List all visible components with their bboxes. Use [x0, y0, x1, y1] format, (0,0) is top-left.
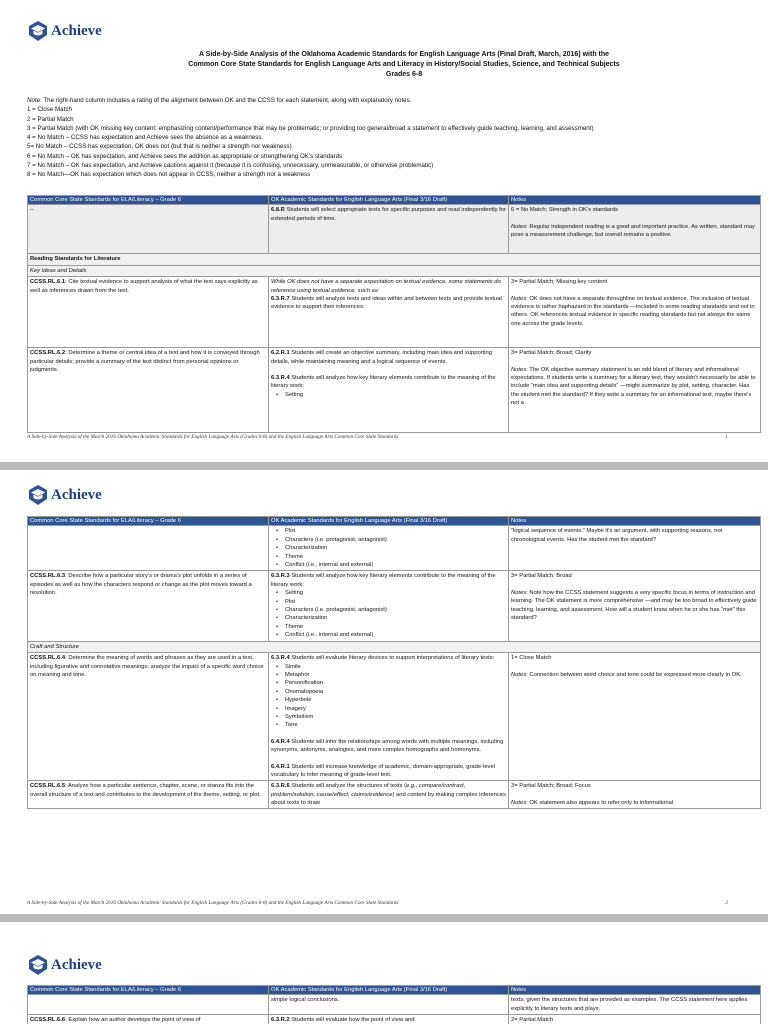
logo-wordmark: Achieve: [51, 22, 102, 39]
graduation-cap-icon: [27, 484, 49, 506]
ok-cell: 6.3.R.4 Students will evaluate literary devices to support interpretations of literary texts: • Simile • Metaphor • Personification • Onomatopoeia • Hyperbole • Imagery • Symbolism • Tone 6.4.R.4 Students will infer the relationships among words with multiple meanings, including synonyms, antonyms, analogies, and more complex homographs and homonyms. 6.4.R.1 Students will increase knowledge of academic, domain-appropriate, grade-level vocabulary to infer meaning of grade-level text.: [269, 653, 509, 781]
list-item: • Onomatopoeia: [285, 688, 506, 696]
table-row: [28, 781, 761, 809]
page-1: [0, 0, 768, 462]
document-title: [100, 50, 708, 80]
list-item: • Theme: [285, 553, 506, 561]
subsection-heading: Craft and Structure: [28, 641, 761, 652]
rating-notes: [27, 96, 762, 180]
table-header: [28, 517, 761, 526]
page-number: 1: [725, 434, 728, 440]
rating: 3= Partial Match; Broad; Focus: [511, 783, 591, 790]
section-row: [28, 254, 761, 265]
ok-cell: 6.8.R Students will select appropriate texts for specific purposes and read independently for extended periods of time.: [269, 205, 509, 254]
graduation-cap-icon: [27, 954, 49, 976]
achieve-logo: [27, 484, 102, 506]
notes-cell: 3= Partial Match; Broad Notes: Note how the CCSS statement suggests a very specific focus in terms of instruction and learning. The OK statement is more comprehensive —and may be too broad to effectively guide teaching, learning, and assessment. How will a student know when he or she has “met” this standard?: [509, 571, 761, 641]
logo-wordmark: Achieve: [51, 486, 102, 503]
rating-line: 3 = Partial Match (with OK missing key content; emphasizing content/performance that may be problematic; or providing too general/broad a statement to effectively guide teaching, learning, and assessment): [27, 124, 594, 132]
ccss-cell: CCSS.RL.6.6: Explain how an author develops the point of view of: [28, 1015, 269, 1024]
ccss-cell: [28, 995, 269, 1015]
list-item: • Simile: [285, 663, 506, 671]
list-item: • Metaphor: [285, 671, 506, 679]
rating-line: 2 = Partial Match: [27, 115, 74, 123]
list-item: • Characterization: [285, 614, 506, 622]
logo-wordmark: Achieve: [51, 956, 102, 973]
table-row: [28, 1015, 761, 1024]
list-item: • Plot: [285, 527, 506, 535]
ccss-cell: CCSS.RL.6.3: Describe how a particular story’s or drama’s plot unfolds in a series of episodes as well as how the characters respond or change as the plot moves toward a resolution.: [28, 571, 269, 641]
title-line-2: Common Core State Standards for English Language Arts and Literacy in History/Social Studies, Science, and Technical Subjects: [188, 61, 620, 68]
page-footer: A Side-by-Side Analysis of the March 2016 Oklahoma Academic Standards for English Language Arts (Grades 6-8) and the English Language Arts Common Core State Standards 2: [27, 900, 728, 906]
table-row: [28, 571, 761, 641]
literary-elements-list: [271, 391, 506, 399]
rating-line: 7 = No Match – OK has expectation, and Achieve cautions against it (because it is confusing, unnecessary, unmeasurable, or otherwise problematic): [27, 162, 434, 170]
ccss-cell: [28, 526, 269, 571]
list-item: • Plot: [285, 598, 506, 606]
ok-cell: While OK does not have a separate expectation on textual evidence, some statements do reference using textual evidence, such as: 6.3.R.7 Students will analyze texts and ideas within and between texts and provide textual evidence to support their inferences.: [269, 277, 509, 348]
list-item: • Setting: [285, 391, 506, 399]
list-item: • Tone: [285, 721, 506, 729]
note-intro: Note: The right-hand column includes a rating of the alignment between OK and the CCSS for each statement, along with explanatory notes.: [27, 97, 412, 104]
page-footer: A Side-by-Side Analysis of the March 2016 Oklahoma Academic Standards for English Language Arts (Grades 6-8) and the English Language Arts Common Core State Standards 1: [27, 434, 728, 440]
subsection-row: [28, 641, 761, 652]
list-item: • Imagery: [285, 705, 506, 713]
subsection-heading: Key Ideas and Details: [28, 265, 761, 276]
rating-line: 4 = No Match – CCSS has expectation and Achieve sees the absence as a weakness.: [27, 134, 264, 142]
header-ok: OK Academic Standards for English Language Arts (Final 3/16 Draft): [269, 196, 509, 205]
comparison-table: [27, 985, 761, 1024]
ccss-cell: CCSS.RL.6.4: Determine the meaning of words and phrases as they are used in a text, including figurative and connotative meanings; analyze the impact of a specific word choice on meaning and tone.: [28, 653, 269, 781]
notes-cell: 3= Partial Match; Broad; Clarity Notes: The OK objective summary statement is an odd blend of literary and informational expectations. If students write a summary for a literary text, they wouldn’t necessarily be able to include “main idea and supporting details” —might summarize by plot, setting, character. Has the student met the standard? If they write a summary for an informational text, maybe there’s not a: [509, 348, 761, 433]
ccss-cell: CCSS.RL.6.1: Cite textual evidence to support analysis of what the text says explicitly as well as inferences drawn from the text.: [28, 277, 269, 348]
rating-line: 5= No Match – CCSS has expectation, OK does not (but that is neither a strength nor weakness): [27, 143, 292, 151]
table-row: [28, 277, 761, 348]
literary-devices-list: [271, 663, 506, 730]
ok-cell: [269, 526, 509, 571]
ok-cell: 6.2.R.1 Students will create an objective summary, including main idea and supporting details, while maintaining meaning and a logical sequence of events. 6.3.R.4 Students will analyze how key literary elements contribute to the meaning of the literary work: • Setting: [269, 348, 509, 433]
notes-cell: 3= Partial Match; Broad; Focus Notes: OK statement also appears to refer only to informational: [509, 781, 761, 809]
notes-cell: 1= Close Match Notes: Connection between word choice and tone could be expressed more clearly in OK.: [509, 653, 761, 781]
achieve-logo: [27, 954, 102, 976]
ok-cell: 6.3.R.6 Students will analyze the structures of texts (e.g., compare/contrast, problem/solution, cause/effect, claims/evidence) and content by making complex inferences about texts to draw: [269, 781, 509, 809]
header-ok: OK Academic Standards for English Language Arts (Final 3/16 Draft): [269, 517, 509, 526]
comparison-table: [27, 516, 761, 809]
ok-cell: simple logical conclusions.: [269, 995, 509, 1015]
notes-cell: “logical sequence of events.” Maybe it’s an argument, with supporting reasons, not chronological events. Has the student met the standard?: [509, 526, 761, 571]
list-item: • Theme: [285, 623, 506, 631]
ok-cell: 6.3.R.2 Students will evaluate how the point of view and: [269, 1015, 509, 1024]
table-header: [28, 986, 761, 995]
comparison-table: [27, 195, 761, 433]
literary-elements-list: [271, 527, 506, 569]
rating-line: 6 = No Match – OK has expectation, and Achieve sees the addition as appropriate or strengthening OK’s standards: [27, 152, 343, 160]
ccss-cell: CCSS.RL.6.2: Determine a theme or central idea of a text and how it is conveyed through particular details; provide a summary of the text distinct from personal opinions or judgments.: [28, 348, 269, 433]
header-ok: OK Academic Standards for English Language Arts (Final 3/16 Draft): [269, 986, 509, 995]
table-row: [28, 526, 761, 571]
table-row: [28, 348, 761, 433]
list-item: • Hyperbole: [285, 696, 506, 704]
table-row: [28, 653, 761, 781]
table-header: [28, 196, 761, 205]
table-row: [28, 995, 761, 1015]
page-number: 2: [725, 900, 728, 906]
header-ccss: Common Core State Standards for ELA/Literacy – Grade 6: [28, 517, 269, 526]
notes-cell: texts, given the structures that are provided as examples. The CCSS statement here applies explicitly to literary texts and plays.: [509, 995, 761, 1015]
rating: 3= Partial Match; Missing key content: [511, 279, 608, 286]
achieve-logo: [27, 20, 102, 42]
ccss-cell: --: [28, 205, 269, 254]
title-line-1: A Side-by-Side Analysis of the Oklahoma Academic Standards for English Language Arts (Final Draft, March, 2016) with the: [198, 51, 610, 58]
literary-elements-list: [271, 589, 506, 639]
rating-line: 1 = Close Match: [27, 106, 72, 114]
notes-cell: 3= Partial Match; Missing key content Notes: OK does not have a separate throughline on textual evidence. The inclusion of textual evidence is rather haphazard in the standards —included in some reading standards and not in others. OK references textual evidence in specific reading standards but not always the same one across the grade levels.: [509, 277, 761, 348]
rating-line: 8 = No Match—OK has expectation which does not appear in CCSS, neither a strength nor a weakness: [27, 171, 311, 179]
table-row: [28, 205, 761, 254]
list-item: • Conflict (i.e., internal and external): [285, 631, 506, 639]
header-ccss: Common Core State Standards for ELA/Literacy – Grade 6: [28, 196, 269, 205]
header-notes: Notes: [509, 517, 761, 526]
list-item: • Characters (i.e. protagonist, antagonist): [285, 606, 506, 614]
header-notes: Notes: [509, 196, 761, 205]
notes-cell: 2= Partial Match: [509, 1015, 761, 1024]
ccss-cell: CCSS.RL.6.5: Analyze how a particular sentence, chapter, scene, or stanza fits into the overall structure of a text and contributes to the development of the theme, setting, or plot.: [28, 781, 269, 809]
rating: 3= Partial Match; Broad: [511, 573, 572, 580]
title-line-3: Grades 6-8: [385, 71, 423, 78]
rating: 6 = No Match; Strength in OK’s standards: [511, 207, 619, 214]
ok-cell: 6.3.R.3 Students will analyze how key literary elements contribute to the meaning of the literary work: • Setting • Plot • Characters (i.e. protagonist, antagonist) • Characterization • Theme • Conflict (i.e., internal and external): [269, 571, 509, 641]
list-item: • Characterization: [285, 544, 506, 552]
subsection-row: [28, 265, 761, 276]
list-item: • Symbolism: [285, 713, 506, 721]
notes-cell: 6 = No Match; Strength in OK’s standards Notes: Regular independent reading is a good and important practice. As written, standard may pose a measurement challenge, but overall remains a positive.: [509, 205, 761, 254]
graduation-cap-icon: [27, 20, 49, 42]
section-heading: Reading Standards for Literature: [28, 254, 761, 265]
list-item: • Characters (i.e. protagonist, antagonist): [285, 536, 506, 544]
rating: 3= Partial Match; Broad; Clarity: [511, 350, 592, 357]
page-2: [0, 470, 768, 914]
page-3: [0, 922, 768, 1024]
rating: 1= Close Match: [511, 655, 552, 662]
list-item: • Personification: [285, 679, 506, 687]
header-notes: Notes: [509, 986, 761, 995]
list-item: • Setting: [285, 589, 506, 597]
list-item: • Conflict (i.e., internal and external): [285, 561, 506, 569]
header-ccss: Common Core State Standards for ELA/Literacy – Grade 6: [28, 986, 269, 995]
